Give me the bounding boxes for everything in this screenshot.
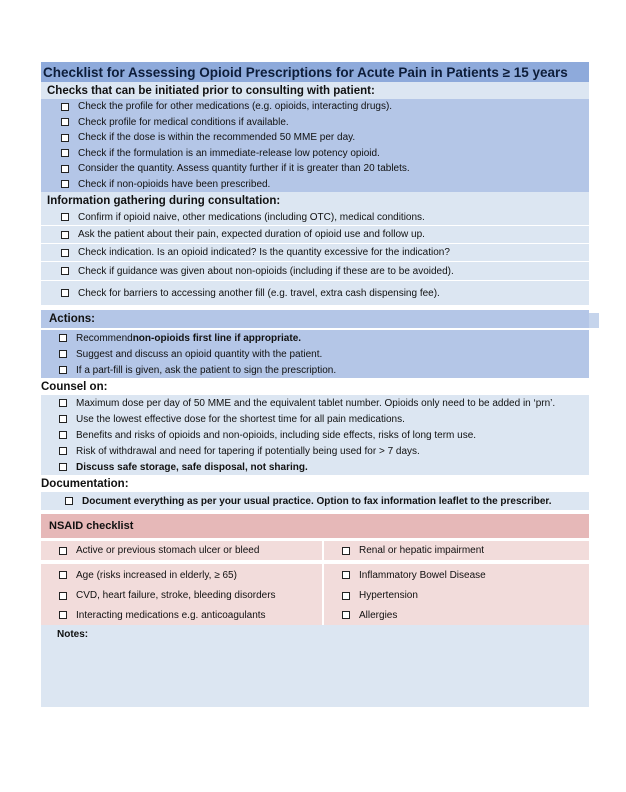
nsaid-row <box>41 605 589 625</box>
checklist-item[interactable]: Check profile for medical conditions if available. <box>41 114 589 130</box>
section-heading-info: Information gathering during consultation: <box>41 192 589 209</box>
nsaid-row <box>41 564 589 586</box>
nsaid-item[interactable]: Hypertension <box>324 586 589 605</box>
checkbox[interactable] <box>61 231 69 239</box>
checklist-item[interactable]: Check if guidance was given about non-opioids (including if these are to be avoided). <box>41 262 589 281</box>
checkbox[interactable] <box>61 118 69 126</box>
checklist-item[interactable]: Check for barriers to accessing another fill (e.g. travel, extra cash dispensing fee). <box>41 281 589 305</box>
checklist-item[interactable]: Risk of withdrawal and need for tapering if potentially being used for > 7 days. <box>41 443 589 459</box>
checkbox[interactable] <box>61 165 69 173</box>
nsaid-item[interactable]: CVD, heart failure, stroke, bleeding disorders <box>41 586 324 605</box>
nsaid-item[interactable]: Age (risks increased in elderly, ≥ 65) <box>41 564 324 586</box>
checklist-item[interactable]: Confirm if opioid naive, other medications (including OTC), medical conditions. <box>41 209 589 226</box>
nsaid-row <box>41 541 589 560</box>
notes-label: Notes: <box>57 629 89 640</box>
checkbox[interactable] <box>59 350 67 358</box>
notes-box[interactable] <box>41 625 589 707</box>
checkbox[interactable] <box>59 592 67 600</box>
checkbox[interactable] <box>61 249 69 257</box>
nsaid-item[interactable]: Renal or hepatic impairment <box>324 541 589 560</box>
checklist-item[interactable]: Suggest and discuss an opioid quantity with the patient. <box>41 346 589 362</box>
checklist-item[interactable]: If a part-fill is given, ask the patient to sign the prescription. <box>41 362 589 378</box>
checkbox[interactable] <box>59 366 67 374</box>
checklist-item[interactable]: Discuss safe storage, safe disposal, not sharing. <box>41 459 589 475</box>
checkbox[interactable] <box>342 592 350 600</box>
checkbox[interactable] <box>59 399 67 407</box>
checkbox[interactable] <box>61 103 69 111</box>
checkbox[interactable] <box>59 334 67 342</box>
checkbox[interactable] <box>61 267 69 275</box>
edge-marker <box>589 313 599 328</box>
checklist-item[interactable]: Check if non-opioids have been prescribed. <box>41 176 589 192</box>
nsaid-item[interactable]: Interacting medications e.g. anticoagulants <box>41 605 324 625</box>
checklist-item[interactable]: Recommend non-opioids first line if appropriate. <box>41 330 589 346</box>
checkbox[interactable] <box>59 463 67 471</box>
checklist-item[interactable]: Document everything as per your usual practice. Option to fax information leaflet to the prescriber. <box>41 492 589 510</box>
checklist-item[interactable]: Check indication. Is an opioid indicated? Is the quantity excessive for the indication? <box>41 244 589 262</box>
nsaid-item[interactable]: Allergies <box>324 605 589 625</box>
checkbox[interactable] <box>61 213 69 221</box>
checkbox[interactable] <box>342 611 350 619</box>
checklist-item[interactable]: Consider the quantity. Assess quantity further if it is greater than 20 tablets. <box>41 161 589 176</box>
checkbox[interactable] <box>61 180 69 188</box>
checkbox[interactable] <box>61 134 69 142</box>
checklist-document <box>41 62 589 707</box>
checkbox[interactable] <box>65 497 73 505</box>
checkbox[interactable] <box>59 571 67 579</box>
checkbox[interactable] <box>342 547 350 555</box>
nsaid-row <box>41 586 589 605</box>
checklist-item[interactable]: Use the lowest effective dose for the shortest time for all pain medications. <box>41 411 589 427</box>
checklist-item[interactable]: Ask the patient about their pain, expected duration of opioid use and follow up. <box>41 226 589 244</box>
section-heading-actions: Actions: <box>41 310 589 328</box>
checklist-item[interactable]: Check if the dose is within the recommended 50 MME per day. <box>41 130 589 145</box>
nsaid-item[interactable]: Inflammatory Bowel Disease <box>324 564 589 586</box>
checkbox[interactable] <box>342 571 350 579</box>
checkbox[interactable] <box>59 415 67 423</box>
checkbox[interactable] <box>61 289 69 297</box>
section-heading-counsel: Counsel on: <box>41 378 589 395</box>
nsaid-item[interactable]: Active or previous stomach ulcer or bleed <box>41 541 324 560</box>
checklist-item[interactable]: Maximum dose per day of 50 MME and the equivalent tablet number. Opioids only need to be added in ‘prn’. <box>41 395 589 411</box>
section-heading-documentation: Documentation: <box>41 475 589 492</box>
checklist-item[interactable]: Check the profile for other medications (e.g. opioids, interacting drugs). <box>41 99 589 114</box>
checklist-item[interactable]: Check if the formulation is an immediate-release low potency opioid. <box>41 145 589 161</box>
checkbox[interactable] <box>59 611 67 619</box>
checkbox[interactable] <box>59 547 67 555</box>
checkbox[interactable] <box>61 149 69 157</box>
page-title: Checklist for Assessing Opioid Prescriptions for Acute Pain in Patients ≥ 15 years <box>41 62 589 82</box>
nsaid-heading: NSAID checklist <box>41 514 589 538</box>
checkbox[interactable] <box>59 447 67 455</box>
checklist-item[interactable]: Benefits and risks of opioids and non-opioids, including side effects, risks of long term use. <box>41 427 589 443</box>
section-heading-prior: Checks that can be initiated prior to consulting with patient: <box>41 82 589 99</box>
checkbox[interactable] <box>59 431 67 439</box>
